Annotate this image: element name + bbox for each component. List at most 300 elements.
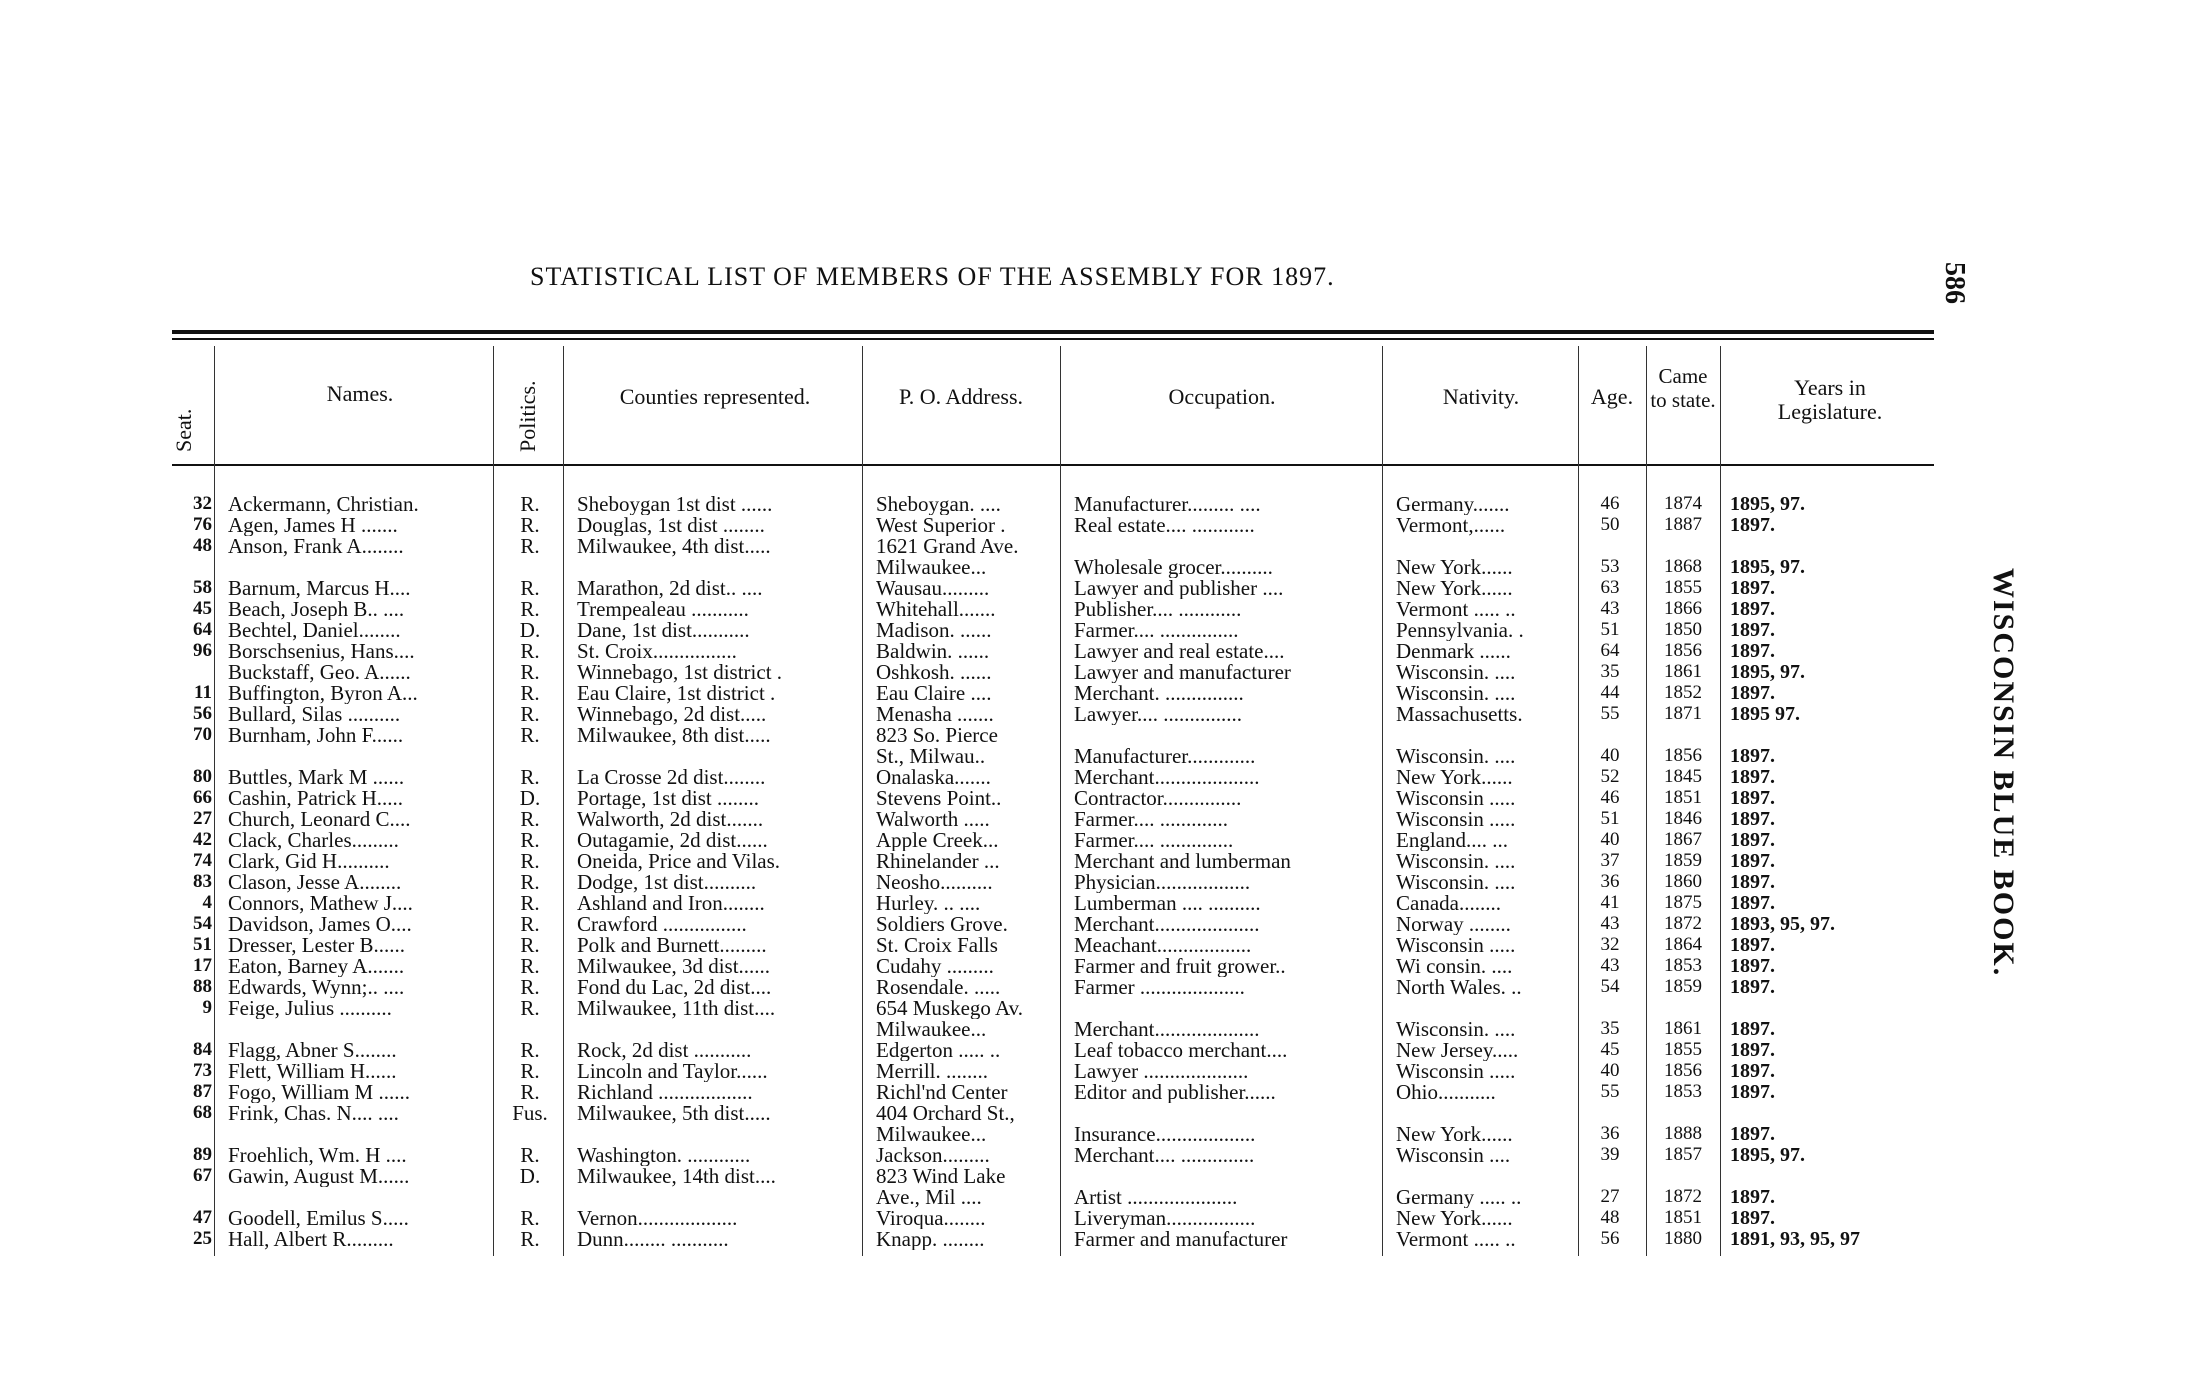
occupation: Farmer.... .............	[1074, 808, 1228, 830]
occupation: Farmer.... ..............	[1074, 829, 1234, 851]
occupation: Merchant. ...............	[1074, 682, 1244, 704]
seat-number: 11	[194, 682, 212, 703]
occupation: Merchant.... ..............	[1074, 1144, 1255, 1166]
politics: R.	[520, 598, 540, 620]
po-address: Madison. ......	[876, 619, 992, 641]
nativity: Wisconsin .....	[1396, 808, 1516, 830]
po-address: Baldwin. ......	[876, 640, 990, 662]
table-row	[0, 1018, 1940, 1040]
member-name: Bechtel, Daniel........	[228, 619, 401, 641]
table-row	[0, 871, 1940, 893]
came-to-state: 1855	[1664, 1039, 1702, 1060]
seat-number: 88	[193, 976, 212, 997]
table-row	[0, 808, 1940, 830]
politics: R.	[520, 1060, 540, 1082]
age: 37	[1600, 850, 1620, 871]
county: Richland ..................	[577, 1081, 753, 1103]
header-nativity: Nativity.	[1442, 384, 1520, 409]
nativity: England.... ...	[1396, 829, 1508, 851]
member-name: Anson, Frank A........	[228, 535, 404, 557]
po-address: Apple Creek...	[876, 829, 999, 851]
po-address: St. Croix Falls	[876, 934, 998, 956]
header-seat: Seat.	[171, 408, 196, 452]
nativity: Vermont ..... ..	[1396, 1228, 1516, 1250]
came-to-state: 1852	[1664, 682, 1702, 703]
table-row	[0, 1144, 1940, 1166]
member-name: Agen, James H .......	[228, 514, 398, 536]
po-address: 1621 Grand Ave.	[876, 535, 1019, 557]
seat-number: 56	[193, 703, 212, 724]
member-name: Ackermann, Christian.	[228, 493, 419, 515]
years-in-legislature: 1897.	[1730, 1207, 1775, 1229]
years-in-legislature: 1895, 97.	[1730, 493, 1805, 515]
member-name: Goodell, Emilus S.....	[228, 1207, 409, 1229]
county: Oneida, Price and Vilas.	[577, 850, 781, 872]
occupation: Lawyer and manufacturer	[1074, 661, 1291, 683]
years-in-legislature: 1897.	[1730, 577, 1775, 599]
seat-number: 64	[193, 619, 212, 640]
nativity: Wisconsin ....	[1396, 1144, 1511, 1166]
county: Winnebago, 1st district .	[577, 661, 783, 683]
seat-number: 74	[193, 850, 212, 871]
member-name: Church, Leonard C....	[228, 808, 411, 830]
page-number: 586	[1939, 262, 1970, 304]
table-row	[0, 1081, 1940, 1103]
seat-number: 9	[202, 997, 212, 1018]
seat-number: 48	[193, 535, 212, 556]
header-names: Names.	[326, 381, 394, 406]
table-row	[0, 682, 1940, 704]
county: Dunn........ ...........	[577, 1228, 729, 1250]
politics: R.	[520, 661, 540, 683]
table-row	[0, 766, 1940, 788]
years-in-legislature: 1895, 97.	[1730, 1144, 1805, 1166]
politics: R.	[520, 1228, 540, 1250]
county: Winnebago, 2d dist.....	[577, 703, 767, 725]
years-in-legislature: 1897.	[1730, 871, 1775, 893]
member-name: Cashin, Patrick H.....	[228, 787, 403, 809]
came-to-state: 1867	[1664, 829, 1702, 850]
occupation: Lawyer ....................	[1074, 1060, 1249, 1082]
years-in-legislature: 1897.	[1730, 787, 1775, 809]
years-in-legislature: 1897.	[1730, 1081, 1775, 1103]
seat-number: 17	[193, 955, 212, 976]
member-name: Davidson, James O....	[228, 913, 412, 935]
county: St. Croix................	[577, 640, 737, 662]
member-name: Dresser, Lester B......	[228, 934, 406, 956]
came-to-state: 1874	[1664, 493, 1702, 514]
years-in-legislature: 1897.	[1730, 1018, 1775, 1040]
po-address: Wausau.........	[876, 577, 990, 599]
county: Ashland and Iron........	[577, 892, 765, 914]
came-to-state: 1853	[1664, 1081, 1702, 1102]
table-row	[0, 535, 1940, 557]
age: 36	[1600, 1123, 1620, 1144]
politics: R.	[520, 640, 540, 662]
table-row	[0, 829, 1940, 851]
table-row	[0, 1039, 1940, 1061]
table-row	[0, 514, 1940, 536]
age: 54	[1600, 976, 1620, 997]
came-to-state: 1853	[1664, 955, 1702, 976]
occupation: Wholesale grocer..........	[1074, 556, 1273, 578]
came-to-state: 1872	[1664, 1186, 1702, 1207]
politics: R.	[520, 892, 540, 914]
occupation: Liveryman.................	[1074, 1207, 1256, 1229]
po-address: Neosho..........	[876, 871, 993, 893]
seat-number: 54	[193, 913, 212, 934]
running-head: WISCONSIN BLUE BOOK.	[1987, 568, 2020, 978]
came-to-state: 1846	[1664, 808, 1702, 829]
member-name: Hall, Albert R.........	[228, 1228, 394, 1250]
politics: Fus.	[512, 1102, 548, 1124]
occupation: Lawyer and real estate....	[1074, 640, 1285, 662]
years-in-legislature: 1897.	[1730, 745, 1775, 767]
nativity: Vermont ..... ..	[1396, 598, 1516, 620]
po-address: Merrill. ........	[876, 1060, 988, 1082]
came-to-state: 1864	[1664, 934, 1702, 955]
occupation: Farmer and manufacturer	[1074, 1228, 1288, 1250]
nativity: Massachusetts.	[1396, 703, 1523, 725]
table-row	[0, 955, 1940, 977]
member-name: Borschsenius, Hans....	[228, 640, 415, 662]
county: Milwaukee, 14th dist....	[577, 1165, 776, 1187]
politics: R.	[520, 955, 540, 977]
politics: R.	[520, 682, 540, 704]
po-address: Edgerton ..... ..	[876, 1039, 1001, 1061]
came-to-state: 1875	[1664, 892, 1702, 913]
po-address: St., Milwau..	[876, 745, 986, 767]
member-name: Buttles, Mark M ......	[228, 766, 405, 788]
years-in-legislature: 1897.	[1730, 682, 1775, 704]
came-to-state: 1888	[1664, 1123, 1702, 1144]
age: 43	[1600, 598, 1620, 619]
nativity: Germany ..... ..	[1396, 1186, 1522, 1208]
seat-number: 68	[193, 1102, 212, 1123]
header-years-in-legislature: Years in Legislature.	[1777, 375, 1883, 424]
po-address: Cudahy .........	[876, 955, 994, 977]
seat-number: 70	[193, 724, 212, 745]
seat-number: 96	[193, 640, 212, 661]
member-name: Clark, Gid H..........	[228, 850, 390, 872]
occupation: Merchant....................	[1074, 913, 1260, 935]
occupation: Physician..................	[1074, 871, 1251, 893]
page-title: STATISTICAL LIST OF MEMBERS OF THE ASSEMBLY FOR 1897.	[530, 262, 1335, 291]
age: 48	[1600, 1207, 1620, 1228]
politics: R.	[520, 766, 540, 788]
age: 53	[1600, 556, 1620, 577]
member-name: Buckstaff, Geo. A......	[228, 661, 411, 683]
seat-number: 84	[193, 1039, 212, 1060]
age: 32	[1600, 934, 1620, 955]
age: 52	[1600, 766, 1620, 787]
years-in-legislature: 1891, 93, 95, 97	[1730, 1228, 1860, 1250]
seat-number: 58	[193, 577, 212, 598]
table-row	[0, 556, 1940, 578]
years-in-legislature: 1897.	[1730, 598, 1775, 620]
occupation: Leaf tobacco merchant....	[1074, 1039, 1288, 1061]
table-row	[0, 976, 1940, 998]
table-row	[0, 1186, 1940, 1208]
table-row	[0, 745, 1940, 767]
age: 40	[1600, 745, 1620, 766]
po-address: 823 So. Pierce	[876, 724, 998, 746]
nativity: Canada........	[1396, 892, 1501, 914]
member-name: Flett, William H......	[228, 1060, 397, 1082]
po-address: Viroqua........	[876, 1207, 986, 1229]
politics: D.	[519, 1165, 541, 1187]
came-to-state: 1861	[1664, 1018, 1702, 1039]
occupation: Contractor...............	[1074, 787, 1242, 809]
member-name: Barnum, Marcus H....	[228, 577, 411, 599]
years-in-legislature: 1897.	[1730, 934, 1775, 956]
nativity: Wisconsin .....	[1396, 1060, 1516, 1082]
po-address: Jackson.........	[876, 1144, 990, 1166]
po-address: Rhinelander ...	[876, 850, 1000, 872]
po-address: Sheboygan. ....	[876, 493, 1001, 515]
table-row	[0, 892, 1940, 914]
seat-number: 66	[193, 787, 212, 808]
table-row	[0, 1060, 1940, 1082]
occupation: Publisher.... ............	[1074, 598, 1242, 620]
table-row	[0, 1228, 1940, 1250]
years-in-legislature: 1897.	[1730, 1060, 1775, 1082]
occupation: Meachant..................	[1074, 934, 1252, 956]
came-to-state: 1857	[1664, 1144, 1702, 1165]
header-counties: Counties represented.	[619, 384, 811, 409]
member-name: Eaton, Barney A.......	[228, 955, 405, 977]
seat-number: 67	[193, 1165, 212, 1186]
occupation: Manufacturer.............	[1074, 745, 1256, 767]
years-in-legislature: 1897.	[1730, 1123, 1775, 1145]
came-to-state: 1856	[1664, 745, 1702, 766]
po-address: Hurley. .. ....	[876, 892, 981, 914]
po-address: Eau Claire ....	[876, 682, 992, 704]
came-to-state: 1868	[1664, 556, 1702, 577]
nativity: New York......	[1396, 556, 1513, 578]
nativity: Wisconsin. ....	[1396, 745, 1516, 767]
member-name: Burnham, John F......	[228, 724, 404, 746]
county: Douglas, 1st dist ........	[577, 514, 765, 536]
table-row	[0, 913, 1940, 935]
age: 43	[1600, 955, 1620, 976]
table-row	[0, 1165, 1940, 1187]
nativity: Wi consin. ....	[1396, 955, 1513, 977]
years-in-legislature: 1897.	[1730, 829, 1775, 851]
came-to-state: 1851	[1664, 1207, 1702, 1228]
age: 40	[1600, 1060, 1620, 1081]
table-row	[0, 1207, 1940, 1229]
po-address: Menasha .......	[876, 703, 994, 725]
seat-number: 47	[193, 1207, 212, 1228]
po-address: Richl'nd Center	[876, 1081, 1008, 1103]
politics: R.	[520, 1081, 540, 1103]
occupation: Lumberman .... ..........	[1074, 892, 1261, 914]
header-came-to-state: Came to state.	[1650, 364, 1716, 412]
politics: R.	[520, 535, 540, 557]
politics: R.	[520, 703, 540, 725]
nativity: Germany.......	[1396, 493, 1510, 515]
occupation: Insurance...................	[1074, 1123, 1256, 1145]
county: Fond du Lac, 2d dist....	[577, 976, 772, 998]
county: Outagamie, 2d dist......	[577, 829, 768, 851]
seat-number: 42	[193, 829, 212, 850]
came-to-state: 1860	[1664, 871, 1702, 892]
table-row	[0, 1123, 1940, 1145]
age: 56	[1600, 1228, 1620, 1249]
table-row	[0, 661, 1940, 683]
age: 35	[1600, 661, 1620, 682]
age: 35	[1600, 1018, 1620, 1039]
po-address: Milwaukee...	[876, 1018, 987, 1040]
top-rule	[172, 330, 1934, 334]
came-to-state: 1866	[1664, 598, 1702, 619]
po-address: Stevens Point..	[876, 787, 1002, 809]
seat-number: 4	[202, 892, 212, 913]
member-name: Gawin, August M......	[228, 1165, 410, 1187]
nativity: New Jersey.....	[1396, 1039, 1519, 1061]
came-to-state: 1856	[1664, 1060, 1702, 1081]
seat-number: 76	[193, 514, 212, 535]
years-in-legislature: 1897.	[1730, 955, 1775, 977]
county: Portage, 1st dist ........	[577, 787, 759, 809]
po-address: Milwaukee...	[876, 1123, 987, 1145]
member-name: Feige, Julius ..........	[228, 997, 392, 1019]
age: 63	[1600, 577, 1620, 598]
politics: R.	[520, 493, 540, 515]
years-in-legislature: 1897.	[1730, 808, 1775, 830]
table-row	[0, 787, 1940, 809]
politics: R.	[520, 577, 540, 599]
table-row	[0, 577, 1940, 599]
seat-number: 32	[193, 493, 212, 514]
table-row	[0, 1102, 1940, 1124]
politics: R.	[520, 871, 540, 893]
po-address: Ave., Mil ....	[876, 1186, 982, 1208]
years-in-legislature: 1897.	[1730, 640, 1775, 662]
occupation: Editor and publisher......	[1074, 1081, 1276, 1103]
po-address: West Superior .	[876, 514, 1006, 536]
header-age: Age.	[1590, 384, 1634, 409]
member-name: Bullard, Silas ..........	[228, 703, 401, 725]
county: Milwaukee, 5th dist.....	[577, 1102, 771, 1124]
politics: R.	[520, 808, 540, 830]
came-to-state: 1859	[1664, 850, 1702, 871]
nativity: Wisconsin .....	[1396, 934, 1516, 956]
politics: R.	[520, 514, 540, 536]
occupation: Farmer.... ...............	[1074, 619, 1239, 641]
header-po-address: P. O. Address.	[898, 384, 1024, 409]
member-name: Clason, Jesse A........	[228, 871, 402, 893]
nativity: North Wales. ..	[1396, 976, 1522, 998]
age: 40	[1600, 829, 1620, 850]
years-in-legislature: 1897.	[1730, 1186, 1775, 1208]
politics: D.	[519, 619, 541, 641]
header-occupation: Occupation.	[1168, 384, 1276, 409]
nativity: New York......	[1396, 766, 1513, 788]
nativity: Vermont,......	[1396, 514, 1506, 536]
nativity: Denmark ......	[1396, 640, 1511, 662]
county: Washington. ............	[577, 1144, 751, 1166]
po-address: Milwaukee...	[876, 556, 987, 578]
table-row	[0, 850, 1940, 872]
came-to-state: 1851	[1664, 787, 1702, 808]
nativity: New York......	[1396, 1207, 1513, 1229]
politics: D.	[519, 787, 541, 809]
table-row	[0, 724, 1940, 746]
age: 64	[1600, 640, 1620, 661]
seat-number: 73	[193, 1060, 212, 1081]
county: Dane, 1st dist...........	[577, 619, 750, 641]
county: Rock, 2d dist ...........	[577, 1039, 752, 1061]
table-row	[0, 619, 1940, 641]
seat-number: 25	[193, 1228, 212, 1249]
seat-number: 83	[193, 871, 212, 892]
politics: R.	[520, 850, 540, 872]
member-name: Edwards, Wynn;.. ....	[228, 976, 405, 998]
nativity: Wisconsin. ....	[1396, 1018, 1516, 1040]
nativity: Pennsylvania. .	[1396, 619, 1524, 641]
member-name: Fogo, William M ......	[228, 1081, 410, 1103]
years-in-legislature: 1895, 97.	[1730, 661, 1805, 683]
occupation: Artist .....................	[1074, 1186, 1238, 1208]
age: 27	[1600, 1186, 1620, 1207]
table-row	[0, 934, 1940, 956]
age: 39	[1600, 1144, 1620, 1165]
seat-number: 89	[193, 1144, 212, 1165]
county: Trempealeau ...........	[577, 598, 749, 620]
came-to-state: 1856	[1664, 640, 1702, 661]
county: Milwaukee, 3d dist......	[577, 955, 771, 977]
age: 45	[1600, 1039, 1620, 1060]
county: Eau Claire, 1st district .	[577, 682, 776, 704]
occupation: Merchant and lumberman	[1074, 850, 1291, 872]
seat-number: 51	[193, 934, 212, 955]
came-to-state: 1845	[1664, 766, 1702, 787]
member-name: Frink, Chas. N.... ....	[228, 1102, 399, 1124]
age: 44	[1600, 682, 1620, 703]
nativity: Wisconsin .....	[1396, 787, 1516, 809]
age: 51	[1600, 619, 1620, 640]
politics: R.	[520, 934, 540, 956]
seat-number: 27	[193, 808, 212, 829]
nativity: Wisconsin. ....	[1396, 682, 1516, 704]
years-in-legislature: 1897.	[1730, 1039, 1775, 1061]
nativity: Norway ........	[1396, 913, 1511, 935]
table-row	[0, 493, 1940, 515]
age: 51	[1600, 808, 1620, 829]
age: 50	[1600, 514, 1620, 535]
po-address: Onalaska.......	[876, 766, 991, 788]
years-in-legislature: 1897.	[1730, 850, 1775, 872]
years-in-legislature: 1897.	[1730, 619, 1775, 641]
occupation: Farmer and fruit grower..	[1074, 955, 1286, 977]
table-row	[0, 997, 1940, 1019]
po-address: 823 Wind Lake	[876, 1165, 1006, 1187]
age: 46	[1600, 787, 1620, 808]
member-name: Connors, Mathew J....	[228, 892, 413, 914]
seat-number: 87	[193, 1081, 212, 1102]
county: Milwaukee, 8th dist.....	[577, 724, 771, 746]
occupation: Merchant....................	[1074, 1018, 1260, 1040]
po-address: 404 Orchard St.,	[876, 1102, 1015, 1124]
politics: R.	[520, 997, 540, 1019]
nativity: Ohio...........	[1396, 1081, 1496, 1103]
years-in-legislature: 1897.	[1730, 514, 1775, 536]
po-address: Walworth .....	[876, 808, 990, 830]
member-name: Buffington, Byron A...	[228, 682, 418, 704]
county: Walworth, 2d dist.......	[577, 808, 764, 830]
